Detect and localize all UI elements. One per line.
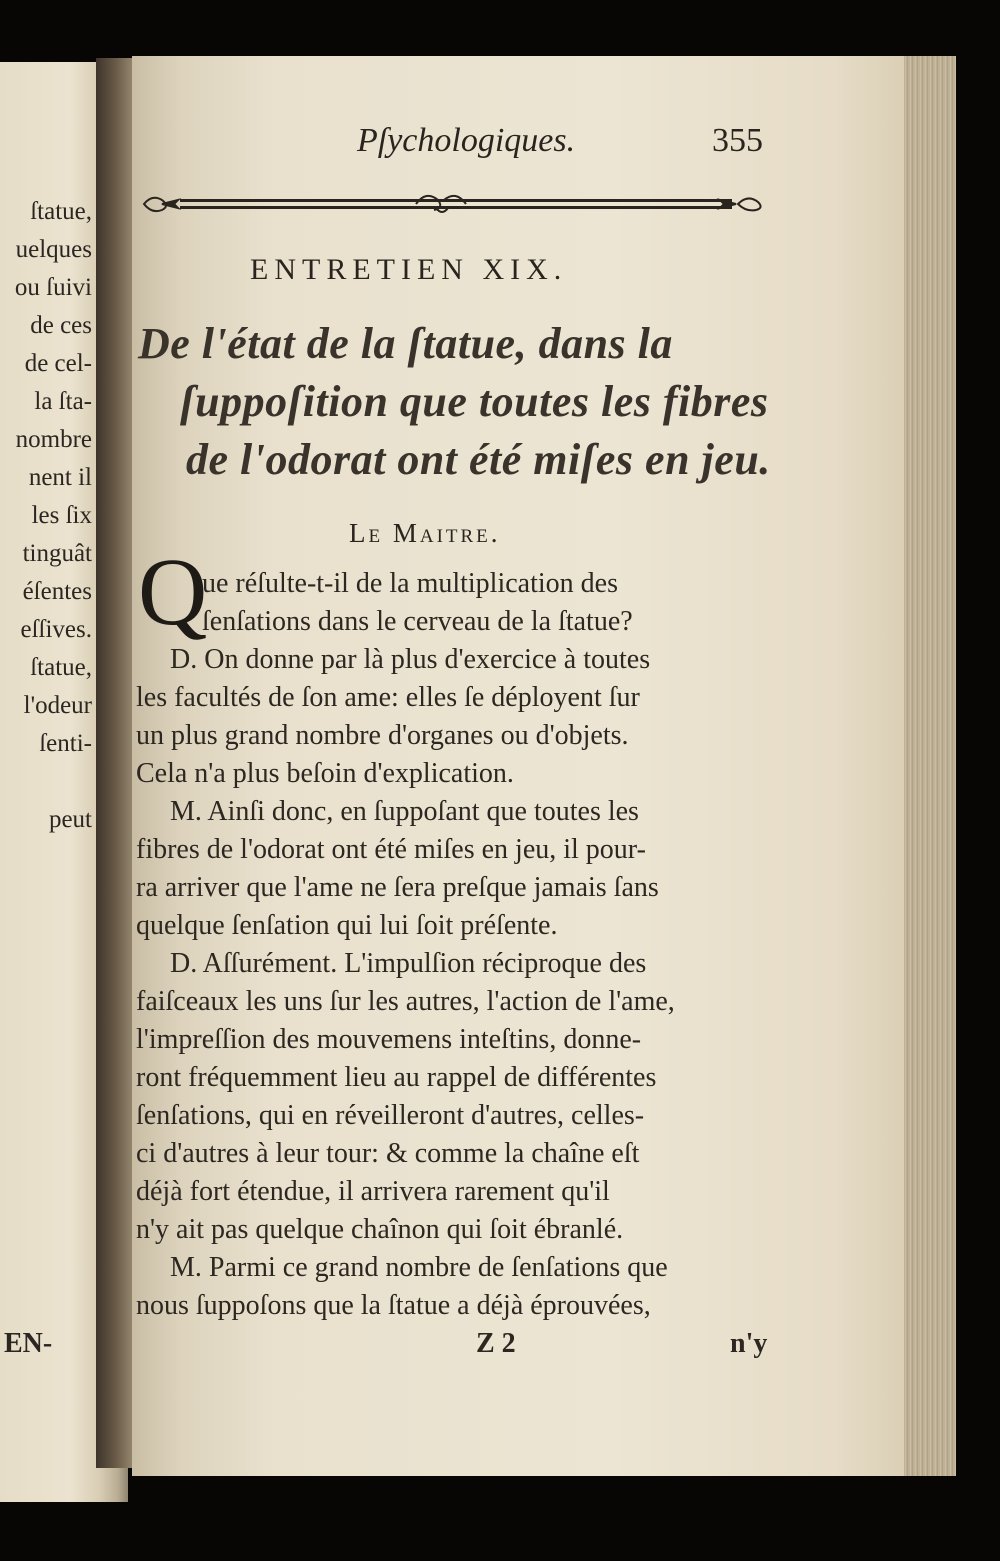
signature-mark: Z 2 — [476, 1328, 516, 1359]
chapter-title-line: De l'état de la ſtatue, dans la — [138, 319, 673, 368]
body-line: l'impreſſion des mouvemens inteſtins, donne- — [136, 1024, 642, 1055]
body-line: ue réſulte-t-il de la multiplication des — [202, 568, 618, 599]
body-line: Cela n'a plus beſoin d'explication. — [136, 758, 514, 789]
body-line: D. Aſſurément. L'impulſion réciproque des — [170, 948, 647, 979]
body-line: un plus grand nombre d'organes ou d'objets. — [136, 720, 629, 751]
chapter-heading: ENTRETIEN XIX. — [250, 253, 568, 286]
left-page-line: l'odeur — [23, 692, 92, 719]
body-line: ſenſations dans le cerveau de la ſtatue? — [202, 606, 633, 637]
ornament-rule-icon — [136, 186, 776, 222]
left-page-line: les ſix — [31, 502, 92, 529]
page-fore-edge — [904, 56, 956, 1476]
body-line: fibres de l'odorat ont été miſes en jeu, il pour- — [136, 834, 646, 865]
left-page-line: ou ſuivi — [14, 274, 92, 301]
body-line: M. Parmi ce grand nombre de ſenſations que — [170, 1252, 668, 1283]
speaker-heading: Le Maitre. — [349, 518, 501, 548]
left-page-line: la ſta- — [34, 388, 92, 415]
left-page-line: peut — [48, 806, 92, 833]
body-line: nous ſuppoſons que la ſtatue a déjà éprouvées, — [136, 1290, 651, 1321]
page-number: 355 — [712, 122, 763, 159]
body-line: n'y ait pas quelque chaînon qui ſoit ébranlé. — [136, 1214, 624, 1245]
left-page-line: ſtatue, — [30, 654, 92, 681]
body-line: D. On donne par là plus d'exercice à toutes — [170, 644, 651, 675]
left-page-line: nent il — [28, 464, 92, 491]
body-line: ront fréquemment lieu au rappel de différentes — [136, 1062, 657, 1093]
body-line: faiſceaux les uns ſur les autres, l'action de l'ame, — [136, 986, 675, 1017]
left-page-line: eſſives. — [20, 616, 92, 643]
body-line: ci d'autres à leur tour: & comme la chaîne eſt — [136, 1138, 640, 1169]
left-page-line: de ces — [30, 312, 92, 339]
left-page-catchword: EN- — [4, 1328, 53, 1359]
catchword: n'y — [730, 1328, 768, 1359]
running-head: Pſychologiques. — [357, 122, 576, 159]
drop-cap: Q — [138, 538, 208, 645]
left-page-line: uelques — [15, 236, 92, 263]
left-page-line: de cel- — [24, 350, 92, 377]
body-line: ſenſations, qui en réveilleront d'autres, celles- — [136, 1100, 645, 1131]
left-page-line: tinguât — [22, 540, 92, 567]
body-line: M. Ainſi donc, en ſuppoſant que toutes les — [170, 796, 639, 827]
chapter-title-line: de l'odorat ont été miſes en jeu. — [186, 435, 771, 484]
body-line: ra arriver que l'ame ne ſera preſque jamais ſans — [136, 872, 659, 903]
left-page-line: éſentes — [22, 578, 92, 605]
left-page-line: nombre — [15, 426, 92, 453]
left-page-line: ſtatue, — [30, 198, 92, 225]
chapter-title-line: ſuppoſition que toutes les fibres — [180, 377, 769, 426]
body-line: déjà fort étendue, il arrivera rarement qu'il — [136, 1176, 610, 1207]
current-page — [132, 56, 932, 1476]
body-line: les facultés de ſon ame: elles ſe déployent ſur — [136, 682, 640, 713]
left-page-line: ſenti- — [39, 730, 92, 757]
body-line: quelque ſenſation qui lui ſoit préſente. — [136, 910, 558, 941]
